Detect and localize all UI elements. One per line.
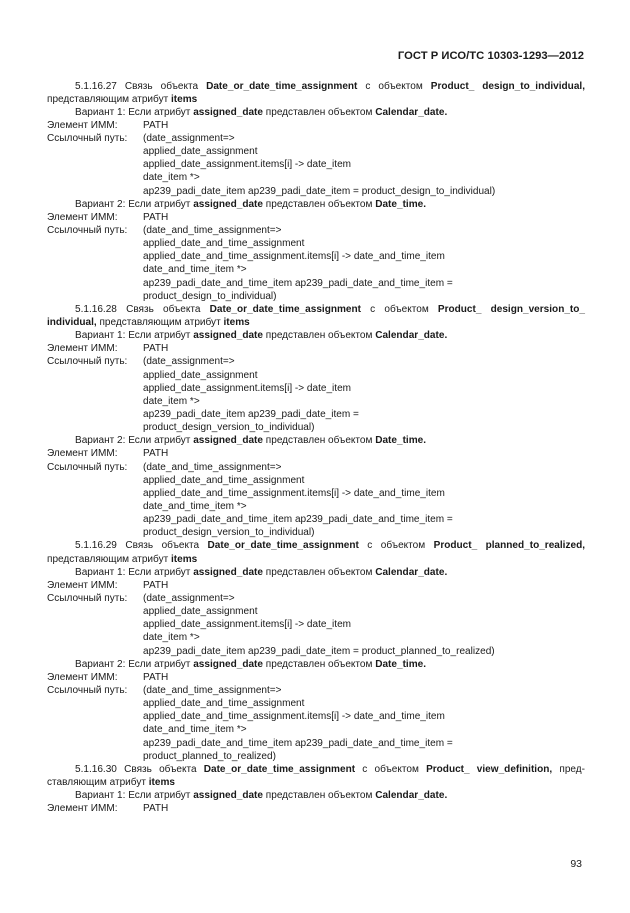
reference-path-line: applied_date_assignment (143, 369, 258, 381)
document-body (47, 80, 585, 816)
element-imm-line: Элемент ИММ: PATH (47, 448, 169, 460)
reference-path-line: applied_date_and_time_assignment (143, 238, 305, 250)
element-imm-line: Элемент ИММ: PATH (47, 671, 169, 683)
section-number: 5.1.16.27 (75, 80, 117, 92)
section-5-1-16-27 (47, 80, 585, 303)
section-heading-line: 5.1.16.30 Связь объекта Date_or_date_time_assignment с объектом Product_ view_definition, пред- (75, 763, 585, 775)
reference-path-line: product_design_to_individual) (143, 290, 277, 302)
attribute-name: items (171, 553, 198, 565)
entity-name: Product_ design_to_individual, (430, 80, 585, 92)
reference-path-line: Ссылочный путь: (date_and_time_assignment=> (47, 225, 282, 237)
reference-path-line: product_design_version_to_individual) (143, 527, 315, 539)
reference-path-line: applied_date_assignment.items[i] -> date_item (143, 382, 352, 394)
reference-path-line: date_and_time_item *> (143, 724, 247, 736)
reference-path-line: date_and_time_item *> (143, 501, 247, 512)
variant-1-line: Вариант 1: Если атрибут assigned_date представлен объектом Calendar_date. (75, 790, 448, 802)
section-5-1-16-28 (47, 303, 585, 540)
section-heading-line: 5.1.16.28 Связь объекта Date_or_date_time_assignment с объектом Product_ design_version_to_ (75, 303, 585, 315)
reference-path-line: Ссылочный путь: (date_and_time_assignment=> (47, 684, 282, 696)
section-5-1-16-30 (47, 763, 585, 816)
section-number: 5.1.16.30 (75, 763, 117, 775)
reference-path-line: Ссылочный путь: (date_assignment=> (47, 133, 235, 145)
entity-name: Date_or_date_time_assignment (203, 763, 356, 775)
entity-name: Product_ view_definition, (426, 763, 553, 775)
element-imm-line: Элемент ИММ: PATH (47, 803, 169, 815)
reference-path-line: date_item *> (143, 632, 200, 644)
reference-path-line: applied_date_assignment (143, 146, 258, 158)
entity-name: Date_or_date_time_assignment (209, 303, 361, 315)
reference-path-line: date_item *> (143, 172, 200, 184)
reference-path-line: applied_date_and_time_assignment.items[i] -> date_and_time_item (143, 711, 445, 723)
element-imm-line: Элемент ИММ: PATH (47, 579, 169, 591)
attribute-name: items (223, 317, 250, 329)
reference-path-line: product_design_version_to_individual) (143, 422, 315, 434)
section-5-1-16-29 (47, 539, 585, 762)
reference-path-line: ap239_padi_date_and_time_item ap239_padi_date_and_time_item = (143, 277, 453, 289)
element-imm-line: Элемент ИММ: PATH (47, 211, 169, 223)
entity-name: Product_ design_version_to_ (437, 303, 585, 315)
reference-path-line: applied_date_assignment.items[i] -> date_item (143, 159, 352, 171)
variant-2-line: Вариант 2: Если атрибут assigned_date представлен объектом Date_time. (75, 435, 427, 447)
reference-path-line: date_and_time_item *> (143, 264, 247, 276)
section-heading-line: 5.1.16.29 Связь объекта Date_or_date_time_assignment с объектом Product_ planned_to_realized, (75, 540, 586, 552)
reference-path-line: applied_date_assignment (143, 606, 258, 618)
page-number: 93 (570, 858, 582, 870)
section-heading-line: ставляющим атрибут items (47, 776, 175, 788)
section-number: 5.1.16.29 (75, 540, 117, 552)
section-heading-line: представляющим атрибут items (47, 93, 198, 105)
reference-path-line: Ссылочный путь: (date_assignment=> (47, 356, 235, 368)
reference-path-line: applied_date_and_time_assignment (143, 698, 305, 710)
variant-1-line: Вариант 1: Если атрибут assigned_date представлен объектом Calendar_date. (75, 330, 448, 342)
reference-path-line: ap239_padi_date_and_time_item ap239_padi_date_and_time_item = (143, 514, 453, 526)
section-number: 5.1.16.28 (75, 303, 117, 315)
variant-2-line: Вариант 2: Если атрибут assigned_date представлен объектом Date_time. (75, 658, 427, 670)
element-imm-line: Элемент ИММ: PATH (47, 119, 169, 131)
reference-path-line: applied_date_assignment.items[i] -> date_item (143, 619, 352, 631)
page-header: ГОСТ Р ИСО/ТС 10303-1293—2012 (397, 50, 584, 62)
reference-path-line: applied_date_and_time_assignment.items[i] -> date_and_time_item (143, 251, 445, 263)
section-heading-line: individual, представляющим атрибут items (47, 317, 250, 329)
variant-1-line: Вариант 1: Если атрибут assigned_date представлен объектом Calendar_date. (75, 566, 448, 578)
attribute-name: items (171, 93, 198, 105)
entity-name: individual, (47, 317, 97, 329)
section-heading-line: представляющим атрибут items (47, 553, 198, 565)
reference-path-line: applied_date_and_time_assignment.items[i] -> date_and_time_item (143, 487, 445, 499)
reference-path-line: applied_date_and_time_assignment (143, 474, 305, 486)
reference-path-line: Ссылочный путь: (date_and_time_assignment=> (47, 461, 282, 473)
reference-path-line: date_item *> (143, 395, 200, 407)
reference-path-line: Ссылочный путь: (date_assignment=> (47, 592, 235, 604)
attribute-name: items (148, 776, 175, 788)
section-heading-line: 5.1.16.27 Связь объекта Date_or_date_time_assignment с объектом Product_ design_to_individual, (75, 80, 585, 92)
reference-path-line: ap239_padi_date_and_time_item ap239_padi_date_and_time_item = (143, 737, 453, 749)
variant-2-line: Вариант 2: Если атрибут assigned_date представлен объектом Date_time. (75, 198, 427, 210)
element-imm-line: Элемент ИММ: PATH (47, 343, 169, 355)
reference-path-line: ap239_padi_date_item ap239_padi_date_item = product_planned_to_realized) (143, 645, 495, 657)
entity-name: Date_or_date_time_assignment (207, 540, 359, 552)
reference-path-line: product_planned_to_realized) (143, 750, 276, 762)
reference-path-line: ap239_padi_date_item ap239_padi_date_item = (143, 409, 359, 421)
entity-name: Product_ planned_to_realized, (433, 540, 586, 552)
variant-1-line: Вариант 1: Если атрибут assigned_date представлен объектом Calendar_date. (75, 106, 448, 118)
entity-name: Date_or_date_time_assignment (206, 80, 358, 92)
reference-path-line: ap239_padi_date_item ap239_padi_date_item = product_design_to_individual) (143, 185, 496, 197)
